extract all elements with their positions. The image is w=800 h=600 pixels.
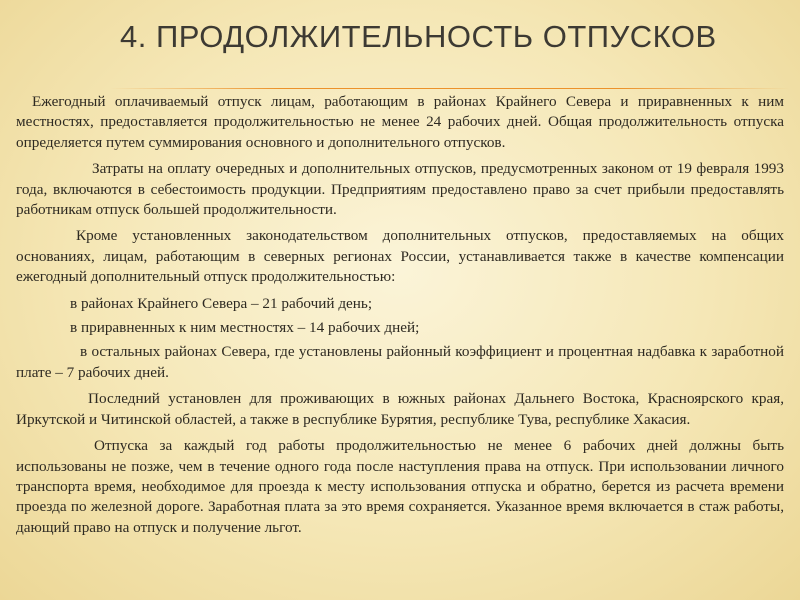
body-paragraph: Последний установлен для проживающих в южных районах Дальнего Востока, Красноярского края, Иркутской и Читинской областей, а также в республике Бурятия, республике Тува, республике Хакасия. [16, 390, 784, 428]
body-paragraph: в остальных районах Севера, где установлены районный коэффициент и процентная надбавка к заработной плате – 7 рабочих дней. [16, 343, 784, 381]
list-item: в районах Крайнего Севера – 21 рабочий день; [70, 294, 373, 312]
body-paragraph: Ежегодный оплачиваемый отпуск лицам, работающим в районах Крайнего Севера и приравненных к ним местностях, предоставляется продолжительностью не менее 24 рабочих дней. Общая продолжительность отпуска определяется путем суммирования основного и дополнительного отпусков. [16, 93, 784, 151]
body-paragraph: Отпуска за каждый год работы продолжительностью не менее 6 рабочих дней должны быть использованы не позже, чем в течение одного года после наступления права на отпуск. При использовании личного транспорта время, необходимое для проезда к месту использования отпуска и обратно, берется из расчета времени проезда по железной дороге. Заработная плата за это время сохраняется. Указанное время включается в стаж работы, дающий право на отпуск и получение льгот. [16, 437, 784, 536]
list-item: в приравненных к ним местностях – 14 рабочих дней; [70, 319, 420, 337]
title-divider [110, 88, 790, 89]
body-paragraph: Кроме установленных законодательством дополнительных отпусков, предоставляемых на общих основаниях, лицам, работающим в северных регионах России, устанавливается также в качестве компенсации ежегодный дополнительный отпуск продолжительностью: [16, 227, 784, 286]
slide-body [16, 92, 784, 592]
slide-title: 4. ПРОДОЛЖИТЕЛЬНОСТЬ ОТПУСКОВ [120, 19, 717, 54]
body-paragraph: Затраты на оплату очередных и дополнительных отпусков, предусмотренных законом от 19 февраля 1993 года, включаются в себестоимость продукции. Предприятиям предоставлено право за счет прибыли предоставлять работникам отпуск большей продолжительности. [16, 160, 784, 219]
